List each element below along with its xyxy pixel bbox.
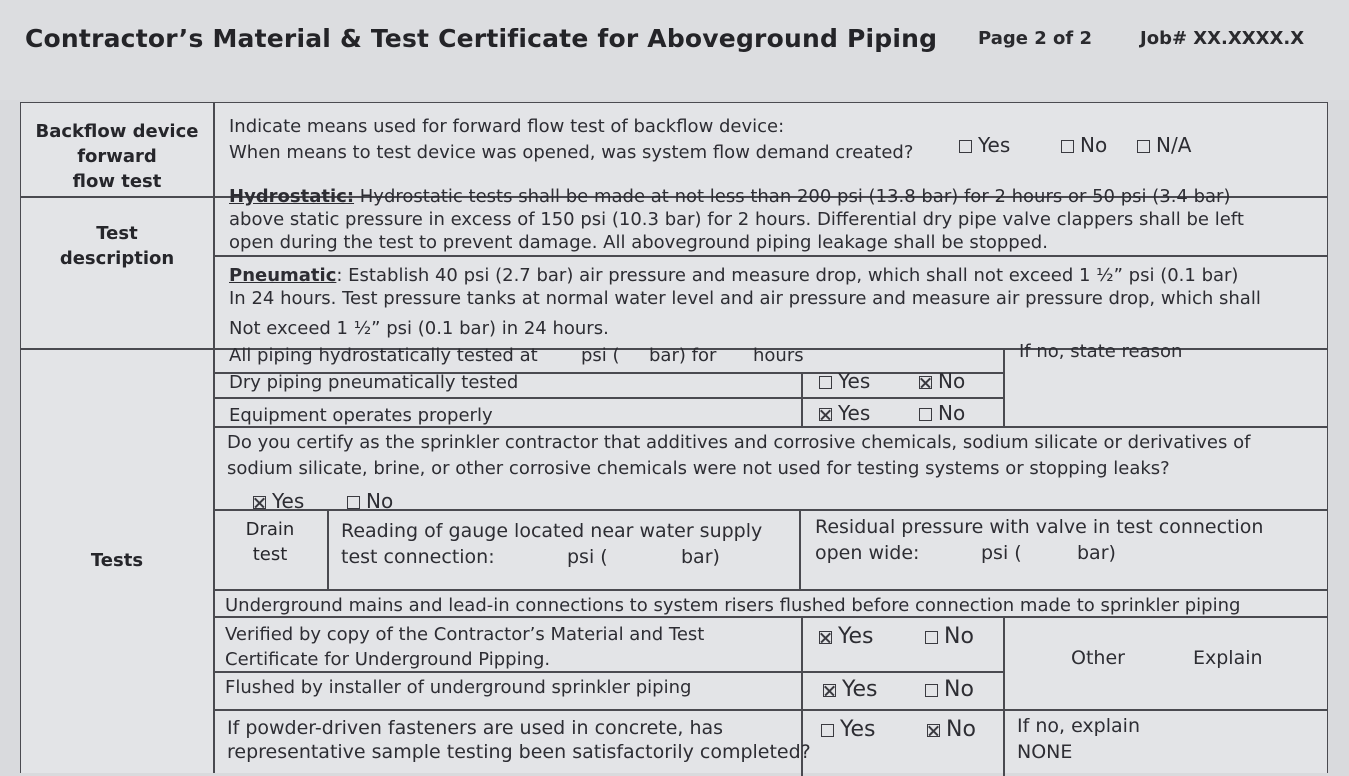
- equipment-yes[interactable]: Yes: [819, 401, 870, 425]
- hydro-psi-label: psi (: [581, 345, 620, 366]
- backflow-yes-option[interactable]: Yes: [959, 133, 1010, 157]
- hydro-hours-label: hours: [753, 345, 804, 366]
- certify-line-1: Do you certify as the sprinkler contractor that additives and corrosive chemicals, sodium silicate or derivatives of: [227, 432, 1251, 453]
- checked-box-icon[interactable]: [919, 376, 932, 389]
- powder-line-1: If powder-driven fasteners are used in concrete, has: [227, 717, 724, 739]
- residual-line-1: Residual pressure with valve in test connection: [815, 516, 1264, 538]
- residual-psi-label: psi (: [981, 542, 1022, 564]
- verified-yes[interactable]: Yes: [819, 625, 874, 649]
- backflow-no-option[interactable]: No: [1061, 133, 1107, 157]
- flushed-no[interactable]: No: [925, 678, 974, 702]
- hydrostatic-line-3: open during the test to prevent damage. All aboveground piping leakage shall be stopped.: [229, 232, 1048, 253]
- certificate-form: [20, 102, 1328, 773]
- equipment-label: Equipment operates properly: [229, 405, 493, 426]
- pneumatic-line-1: Pneumatic: Establish 40 psi (2.7 bar) air pressure and measure drop, which shall not exceed 1 ½” psi (0.1 bar): [229, 265, 1239, 286]
- explanation-value: NONE: [1017, 741, 1073, 763]
- checkbox-icon[interactable]: [347, 496, 360, 509]
- page-header: [0, 0, 1349, 100]
- tests-section-label: Tests: [90, 550, 144, 571]
- checkbox-icon[interactable]: [1061, 140, 1074, 153]
- backflow-na-option[interactable]: N/A: [1137, 133, 1191, 157]
- page-number: Page 2 of 2: [978, 28, 1092, 49]
- flow-demand-question: When means to test device was opened, was system flow demand created?: [229, 142, 914, 163]
- checked-box-icon[interactable]: [819, 631, 832, 644]
- checkbox-icon[interactable]: [925, 684, 938, 697]
- checked-box-icon[interactable]: [819, 408, 832, 421]
- backflow-section-label: Backflow device forward flow test: [35, 121, 199, 192]
- checked-box-icon[interactable]: [823, 684, 836, 697]
- dry-piping-label: Dry piping pneumatically tested: [229, 372, 519, 393]
- underground-flushed-label: Underground mains and lead-in connections to system risers flushed before connection made to sprinkler piping: [225, 595, 1241, 616]
- pneumatic-line-2: In 24 hours. Test pressure tanks at normal water level and air pressure and measure air pressure drop, which shall: [229, 288, 1261, 309]
- checked-box-icon[interactable]: [253, 496, 266, 509]
- job-number: Job# XX.XXXX.X: [1140, 28, 1305, 49]
- gauge-bar-label: bar): [681, 546, 720, 568]
- flushed-yes[interactable]: Yes: [823, 678, 878, 702]
- verified-line-2: Certificate for Underground Pipping.: [225, 649, 551, 670]
- dry-piping-yes[interactable]: Yes: [819, 369, 870, 393]
- residual-line-2: open wide:: [815, 542, 920, 564]
- powder-no[interactable]: No: [927, 718, 976, 742]
- test-description-label: Test description: [59, 223, 175, 269]
- certify-yes[interactable]: Yes: [253, 489, 304, 513]
- checkbox-icon[interactable]: [821, 724, 834, 737]
- explain-label: Explain: [1193, 647, 1263, 669]
- drain-test-label: Drain test: [245, 519, 295, 565]
- dry-piping-no[interactable]: No: [919, 369, 965, 393]
- verified-line-1: Verified by copy of the Contractor’s Material and Test: [225, 624, 705, 645]
- if-no-explain: If no, explain: [1017, 715, 1140, 737]
- hydro-tested-at: All piping hydrostatically tested at: [229, 345, 538, 366]
- equipment-no[interactable]: No: [919, 401, 965, 425]
- backflow-instruction: Indicate means used for forward flow test of backflow device:: [229, 116, 785, 137]
- flushed-installer-label: Flushed by installer of underground sprinkler piping: [225, 677, 692, 698]
- document-title: Contractor’s Material & Test Certificate for Aboveground Piping: [25, 24, 938, 53]
- checked-box-icon[interactable]: [927, 724, 940, 737]
- hydrostatic-line-2: above static pressure in excess of 150 psi (10.3 bar) for 2 hours. Differential dry pipe valve clappers shall be left: [229, 209, 1244, 230]
- certify-line-2: sodium silicate, brine, or other corrosive chemicals were not used for testing systems or stopping leaks?: [227, 458, 1170, 479]
- pneumatic-heading: Pneumatic: [229, 265, 337, 286]
- certify-no[interactable]: No: [347, 489, 393, 513]
- hydrostatic-line-1: Hydrostatic: Hydrostatic tests shall be made at not less than 200 psi (13.8 bar) for 2 hours or 50 psi (3.4 bar): [229, 186, 1231, 207]
- hydrostatic-heading: Hydrostatic:: [229, 186, 355, 207]
- if-no-state-reason: If no, state reason: [1019, 341, 1183, 362]
- gauge-reading-line-1: Reading of gauge located near water supply: [341, 520, 763, 542]
- pneumatic-line-3: Not exceed 1 ½” psi (0.1 bar) in 24 hours.: [229, 318, 609, 339]
- powder-yes[interactable]: Yes: [821, 718, 876, 742]
- gauge-psi-label: psi (: [567, 546, 608, 568]
- other-label: Other: [1071, 647, 1125, 669]
- gauge-reading-line-2: test connection:: [341, 546, 495, 568]
- checkbox-icon[interactable]: [925, 631, 938, 644]
- verified-no[interactable]: No: [925, 625, 974, 649]
- checkbox-icon[interactable]: [1137, 140, 1150, 153]
- checkbox-icon[interactable]: [819, 376, 832, 389]
- residual-bar-label: bar): [1077, 542, 1116, 564]
- powder-line-2: representative sample testing been satisfactorily completed?: [227, 741, 811, 763]
- checkbox-icon[interactable]: [919, 408, 932, 421]
- checkbox-icon[interactable]: [959, 140, 972, 153]
- hydro-bar-label: bar) for: [649, 345, 717, 366]
